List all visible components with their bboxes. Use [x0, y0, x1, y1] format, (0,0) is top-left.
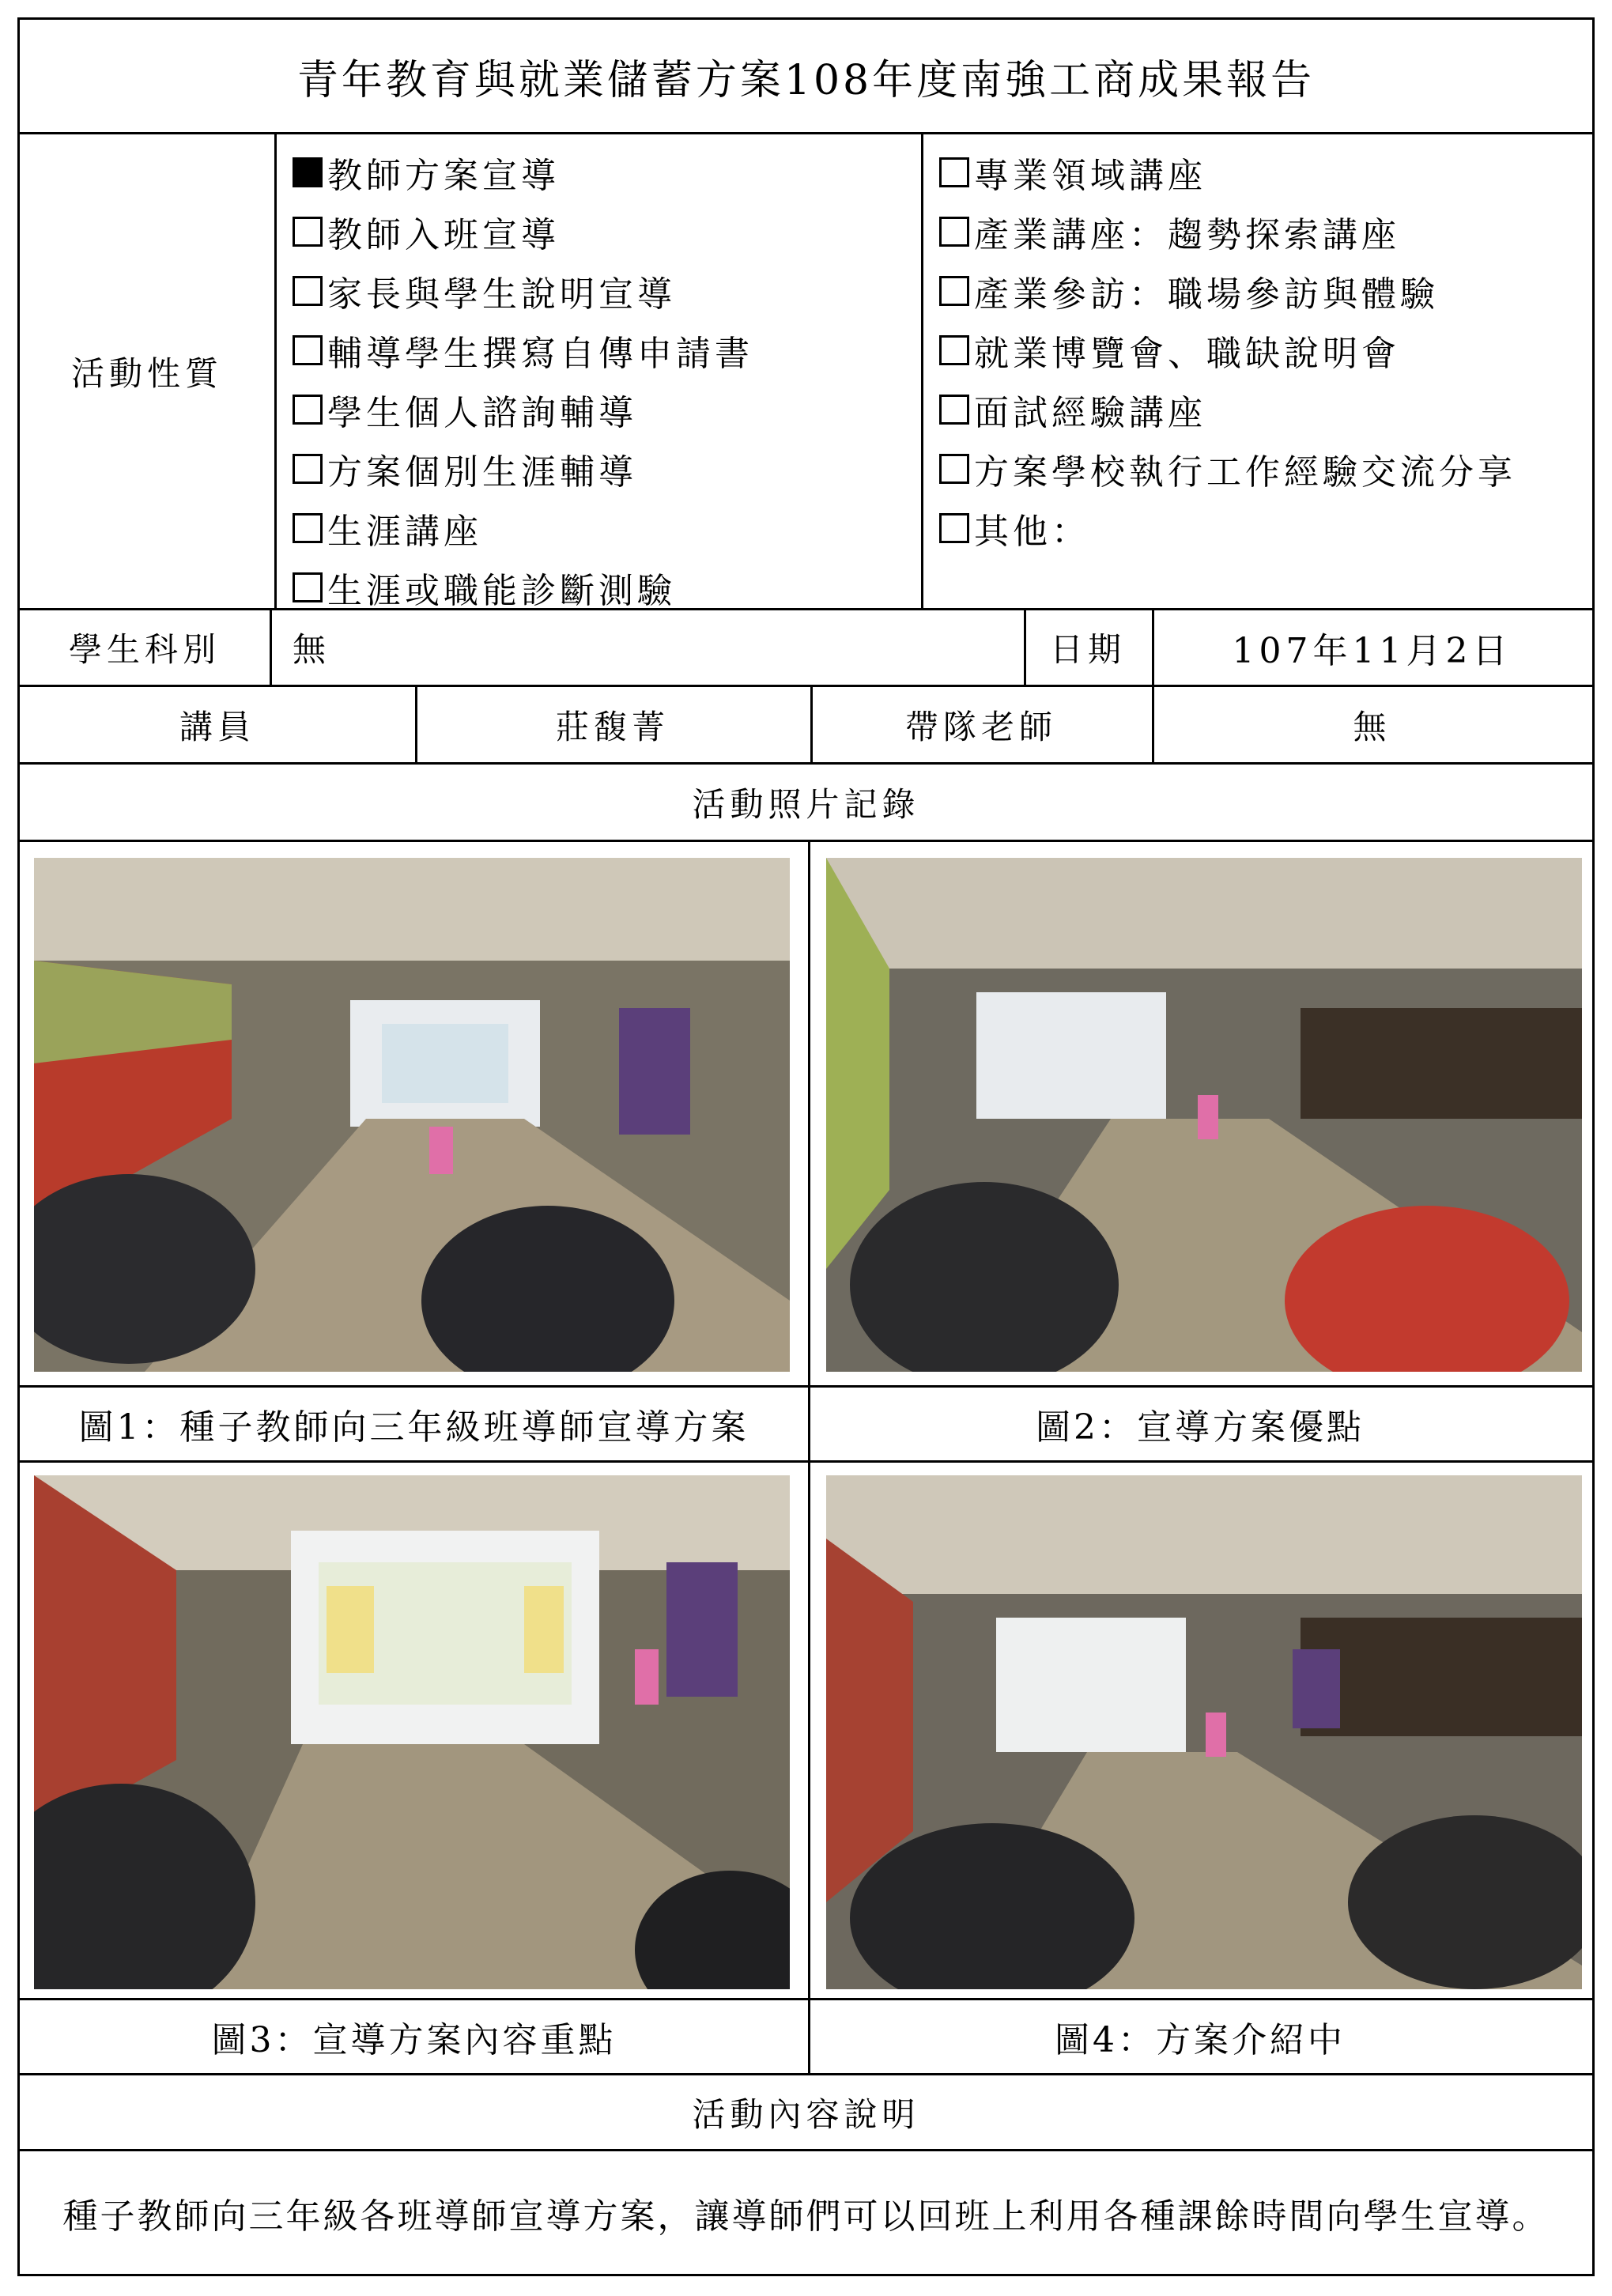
checkbox-option[interactable]: 其他： — [939, 498, 1516, 557]
content-description-row — [20, 2151, 1592, 2274]
photo-1 — [34, 858, 790, 1372]
teacher-value-cell — [1152, 687, 1592, 762]
photo-caption-1: 圖1：種子教師向三年級班導師宣導方案 — [78, 1407, 749, 1448]
speaker-value: 莊馥菁 — [555, 707, 670, 746]
checkbox-option[interactable]: 面試經驗講座 — [939, 380, 1516, 439]
content-section-header — [20, 2075, 1592, 2151]
checkbox-option[interactable]: 生涯或職能診斷測驗 — [293, 557, 753, 617]
checkbox-icon[interactable] — [939, 454, 969, 484]
caption-2-cell — [808, 1388, 1592, 1460]
teacher-label-cell — [810, 687, 1152, 762]
dept-label-cell — [20, 610, 270, 685]
checkbox-icon[interactable] — [293, 395, 323, 425]
checkbox-icon[interactable] — [939, 157, 969, 187]
caption-1-cell — [20, 1388, 808, 1460]
dept-label: 學生科別 — [68, 630, 221, 669]
activity-label-cell — [20, 134, 274, 608]
checkbox-option[interactable]: 方案學校執行工作經驗交流分享 — [939, 439, 1516, 498]
date-value: 107年11月2日 — [1232, 631, 1512, 671]
checkbox-option[interactable]: 產業參訪：職場參訪與體驗 — [939, 261, 1516, 320]
checkbox-icon[interactable] — [293, 217, 323, 247]
photo-3 — [34, 1475, 790, 1989]
checkbox-option[interactable]: 輔導學生撰寫自傳申請書 — [293, 320, 753, 380]
divider — [921, 134, 923, 608]
divider — [270, 610, 272, 685]
caption-row-1 — [20, 1388, 1592, 1463]
checkbox-option[interactable]: 教師方案宣導 — [293, 142, 753, 202]
checkbox-option[interactable]: 教師入班宣導 — [293, 202, 753, 261]
date-value-cell — [1152, 610, 1592, 685]
activity-label: 活動性質 — [70, 353, 223, 393]
photo-row-1 — [20, 842, 1592, 1388]
date-label-cell — [1024, 610, 1152, 685]
checkbox-checked-icon[interactable] — [293, 157, 323, 187]
activity-options-right — [939, 142, 1516, 557]
report-table — [17, 17, 1595, 2276]
date-label: 日期 — [1049, 630, 1126, 669]
checkbox-option[interactable]: 產業講座：趨勢探索講座 — [939, 202, 1516, 261]
checkbox-icon[interactable] — [293, 513, 323, 543]
dept-date-row — [20, 610, 1592, 687]
checkbox-option[interactable]: 方案個別生涯輔導 — [293, 439, 753, 498]
caption-3-cell — [20, 2000, 808, 2073]
caption-row-2 — [20, 2000, 1592, 2075]
content-description: 種子教師向三年級各班導師宣導方案，讓導師們可以回班上利用各種課餘時間向學生宣導。 — [62, 2196, 1550, 2237]
checkbox-icon[interactable] — [293, 335, 323, 365]
checkbox-icon[interactable] — [939, 395, 969, 425]
checkbox-icon[interactable] — [939, 217, 969, 247]
speaker-row — [20, 687, 1592, 765]
checkbox-icon[interactable] — [293, 572, 323, 602]
checkbox-icon[interactable] — [293, 454, 323, 484]
dept-value-cell — [293, 610, 330, 685]
checkbox-icon[interactable] — [293, 276, 323, 306]
divider — [274, 134, 277, 608]
report-title: 青年教育與就業儲蓄方案108年度南強工商成果報告 — [296, 56, 1316, 104]
checkbox-option[interactable]: 就業博覽會、職缺說明會 — [939, 320, 1516, 380]
checkbox-option[interactable]: 學生個人諮詢輔導 — [293, 380, 753, 439]
activity-options-left — [293, 142, 753, 617]
checkbox-option[interactable]: 家長與學生說明宣導 — [293, 261, 753, 320]
checkbox-icon[interactable] — [939, 276, 969, 306]
divider — [808, 842, 810, 1385]
checkbox-option[interactable]: 專業領域講座 — [939, 142, 1516, 202]
photo-caption-2: 圖2：宣導方案優點 — [1036, 1407, 1365, 1448]
title-row — [20, 20, 1592, 134]
photo-4 — [826, 1475, 1582, 1989]
dept-value: 無 — [293, 630, 331, 669]
photo-caption-4: 圖4：方案介紹中 — [1055, 2020, 1346, 2060]
speaker-label-cell — [20, 687, 415, 762]
speaker-label: 講員 — [179, 707, 255, 746]
photo-2 — [826, 858, 1582, 1372]
checkbox-option[interactable]: 生涯講座 — [293, 498, 753, 557]
photo-section-label: 活動照片記錄 — [692, 784, 920, 824]
teacher-value: 無 — [1353, 707, 1391, 746]
checkbox-icon[interactable] — [939, 335, 969, 365]
caption-4-cell — [808, 2000, 1592, 2073]
photo-caption-3: 圖3：宣導方案內容重點 — [211, 2020, 617, 2060]
photo-section-header — [20, 765, 1592, 842]
content-section-label: 活動內容說明 — [692, 2094, 920, 2134]
divider — [808, 1463, 810, 1998]
photo-row-2 — [20, 1463, 1592, 2000]
activity-row — [20, 134, 1592, 610]
checkbox-icon[interactable] — [939, 513, 969, 543]
speaker-value-cell — [415, 687, 810, 762]
teacher-label: 帶隊老師 — [904, 707, 1057, 746]
